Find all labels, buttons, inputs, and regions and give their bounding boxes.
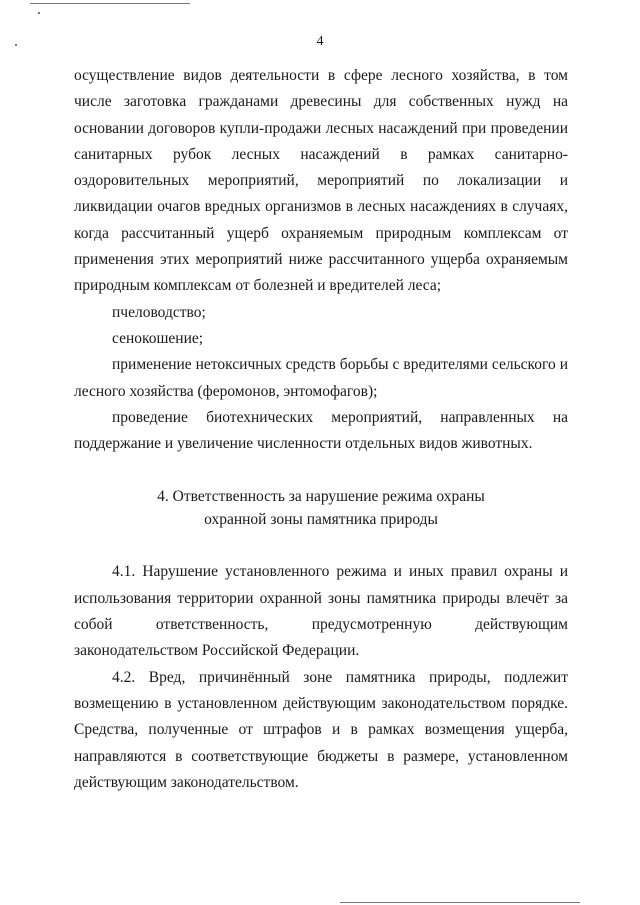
section-heading — [74, 485, 568, 531]
paragraph-pest-control: применение нетоксичных средств борьбы с вредителями сельского и лесного хозяйства (феромонов, энтомофагов); — [74, 356, 568, 400]
paragraph-4-2: 4.2. Вред, причинённый зоне памятника природы, подлежит возмещению в установленном действующим законодательством порядке. Средства, полученные от штрафов и в рамках возмещения ущерба, направляются в соответствующие бюджеты в размере, установленном действующим законодательством. — [74, 668, 568, 791]
scan-line-top — [30, 3, 190, 4]
paragraph-forestry: осуществление видов деятельности в сфере лесного хозяйства, в том числе заготовка гражданами древесины для собственных нужд на основании договоров купли-продажи лесных насаждений при проведении санитарных рубок лесных насаждений в рамках санитарно-оздоровительных мероприятий, мероприятий по локализации и ликвидации очагов вредных организмов в лесных насаждениях в случаях, когда рассчитанный ущерб охраняемым природным комплексам от применения этих мероприятий ниже рассчитанного ущерба охраняемым природным комплексам от болезней и вредителей леса; — [74, 67, 568, 295]
paragraph-4-1: 4.1. Нарушение установленного режима и иных правил охраны и использования территории охранной зоны памятника природы влечёт за собой ответственность, предусмотренную действующим законодательством Российской Федерации. — [74, 563, 568, 660]
paragraph-biotechnical: проведение биотехнических мероприятий, направленных на поддержание и увеличение численности отдельных видов животных. — [74, 408, 568, 453]
scan-line-bottom — [340, 902, 580, 903]
document-body — [74, 63, 568, 796]
paragraph-beekeeping: пчеловодство; — [112, 303, 206, 321]
paragraph-haymaking: сенокошение; — [112, 329, 204, 347]
section-heading-line-2: охранной зоны памятника природы — [204, 511, 438, 529]
section-heading-line-1: 4. Ответственность за нарушение режима охраны — [157, 488, 485, 506]
page-number: 4 — [316, 34, 324, 49]
scan-dot-left — [38, 12, 40, 14]
